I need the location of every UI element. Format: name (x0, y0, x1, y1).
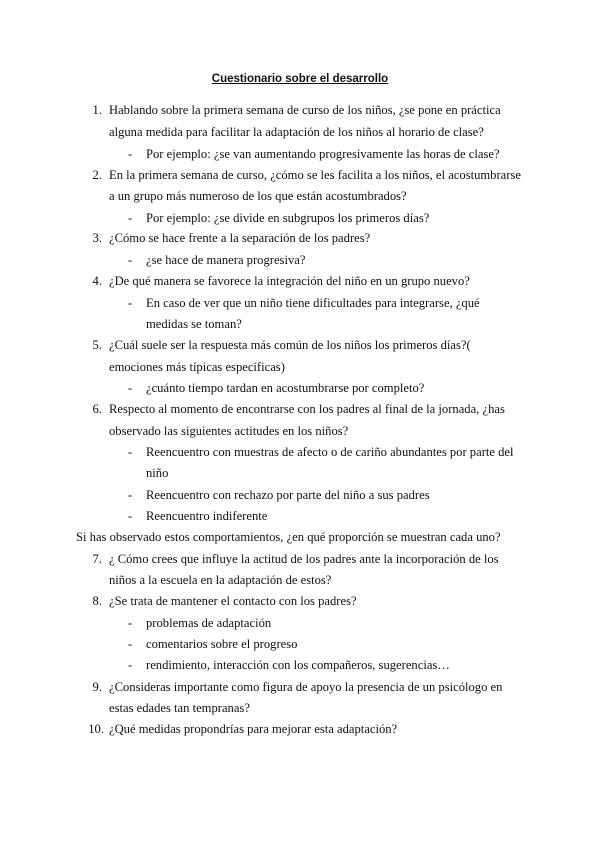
sub-item-text: Por ejemplo: ¿se van aumentando progresivamente las horas de clase? (146, 147, 500, 161)
dash-bullet: - (128, 445, 133, 459)
note-text: Si has observado estos comportamientos, ¿en qué proporción se muestran cada uno? (76, 530, 501, 544)
dash-bullet: - (128, 637, 133, 651)
sub-item-text: niño (146, 466, 169, 480)
sub-item-text: Reencuentro indiferente (146, 509, 268, 523)
question-number: 9. (92, 680, 102, 694)
sub-item-text: En caso de ver que un niño tiene dificultades para integrarse, ¿qué (146, 296, 480, 310)
question-text: ¿Cuál suele ser la respuesta más común de los niños los primeros días?( (109, 338, 471, 352)
question-number: 6. (92, 402, 102, 416)
question-text: ¿ Cómo crees que influye la actitud de los padres ante la incorporación de los (109, 552, 499, 566)
dash-bullet: - (128, 296, 133, 310)
sub-item-text: medidas se toman? (146, 317, 242, 331)
dash-bullet: - (128, 253, 133, 267)
sub-item-text: comentarios sobre el progreso (146, 637, 298, 651)
sub-item-text: problemas de adaptación (146, 616, 272, 630)
question-text: En la primera semana de curso, ¿cómo se les facilita a los niños, el acostumbrarse (109, 168, 521, 182)
dash-bullet: - (128, 381, 133, 395)
question-number: 7. (92, 552, 102, 566)
question-text: ¿Se trata de mantener el contacto con los padres? (109, 594, 357, 608)
question-text: niños a la escuela en la adaptación de estos? (109, 573, 332, 587)
question-text: ¿Consideras importante como figura de apoyo la presencia de un psicólogo en (109, 680, 503, 694)
sub-item-text: rendimiento, interacción con los compañeros, sugerencias… (146, 658, 450, 672)
question-number: 8. (92, 594, 102, 608)
question-text: Respecto al momento de encontrarse con los padres al final de la jornada, ¿has (109, 402, 505, 416)
dash-bullet: - (128, 509, 133, 523)
sub-item-text: ¿cuánto tiempo tardan en acostumbrarse por completo? (146, 381, 425, 395)
sub-item-text: ¿se hace de manera progresiva? (146, 253, 306, 267)
dash-bullet: - (128, 488, 133, 502)
question-number: 2. (92, 168, 102, 182)
dash-bullet: - (128, 658, 133, 672)
dash-bullet: - (128, 616, 133, 630)
question-text: ¿Cómo se hace frente a la separación de los padres? (109, 231, 371, 245)
question-text: observado las siguientes actitudes en los niños? (109, 424, 349, 438)
question-text: estas edades tan tempranas? (109, 701, 250, 715)
question-text: emociones más típicas específicas) (109, 360, 285, 374)
sub-item-text: Reencuentro con rechazo por parte del niño a sus padres (146, 488, 430, 502)
dash-bullet: - (128, 147, 133, 161)
sub-item-text: Por ejemplo: ¿se divide en subgrupos los primeros días? (146, 211, 430, 225)
dash-bullet: - (128, 211, 133, 225)
question-number: 10. (88, 722, 104, 736)
question-text: ¿Qué medidas propondrías para mejorar esta adaptación? (109, 722, 398, 736)
question-text: ¿De qué manera se favorece la integración del niño en un grupo nuevo? (109, 274, 470, 288)
sub-item-text: Reencuentro con muestras de afecto o de cariño abundantes por parte del (146, 445, 514, 459)
question-number: 3. (92, 231, 102, 245)
question-text: alguna medida para facilitar la adaptación de los niños al horario de clase? (109, 125, 484, 139)
question-number: 4. (92, 274, 102, 288)
question-number: 5. (92, 338, 102, 352)
question-number: 1. (92, 103, 102, 117)
question-text: a un grupo más numeroso de los que están acostumbrados? (109, 189, 407, 203)
document-title: Cuestionario sobre el desarrollo (211, 73, 389, 85)
question-text: Hablando sobre la primera semana de curso de los niños, ¿se pone en práctica (109, 103, 501, 117)
